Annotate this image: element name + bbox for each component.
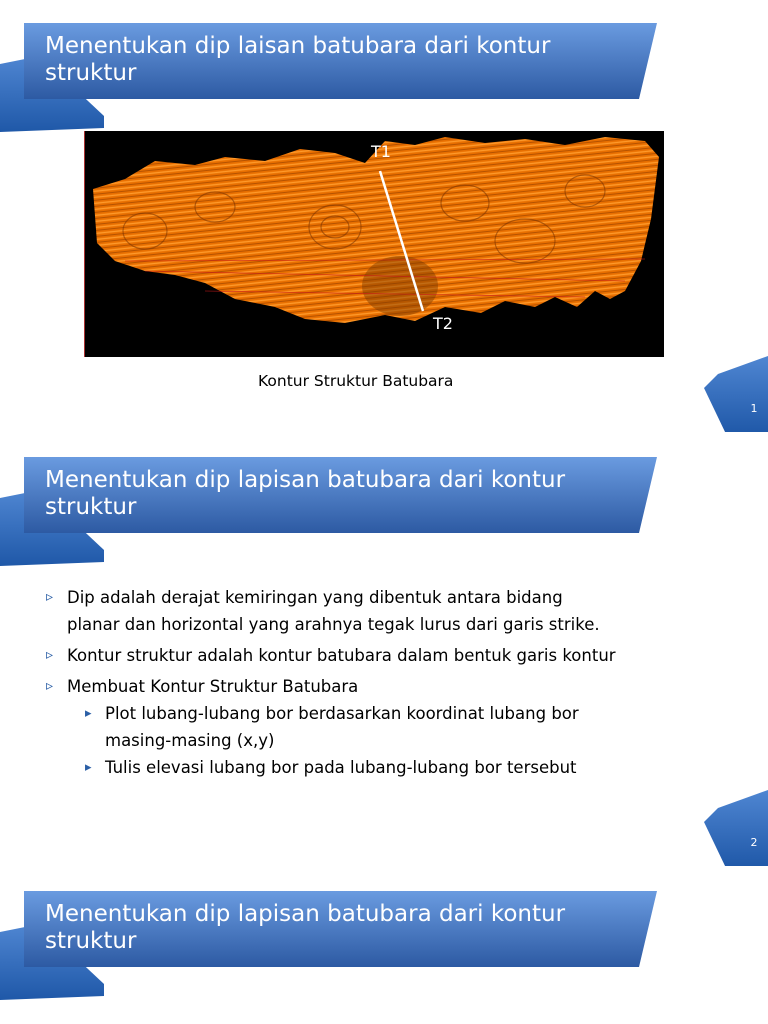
sub-bullet-item: ▸ Tulis elevasi lubang bor pada lubang-lubang bor tersebut — [67, 754, 616, 781]
bullet-list — [46, 584, 616, 785]
slide-1 — [0, 0, 768, 432]
page-number: 2 — [750, 836, 758, 849]
sub-bullet-list — [67, 700, 616, 781]
slide-title: Menentukan dip lapisan batubara dari kontur struktur — [45, 901, 566, 954]
slide-title: Menentukan dip lapisan batubara dari kontur struktur — [45, 467, 566, 520]
label-t2: T2 — [433, 314, 453, 333]
slide-3 — [0, 868, 768, 1024]
structure-contour-map — [84, 131, 664, 357]
bullet-item: ▹ Kontur struktur adalah kontur batubara dalam bentuk garis kontur — [46, 642, 616, 669]
page-number-tab — [704, 356, 768, 432]
bullet-text: Membuat Kontur Struktur Batubara — [67, 677, 359, 696]
page-number-tab — [704, 790, 768, 866]
sub-bullet-item: ▸ Plot lubang-lubang bor berdasarkan koordinat lubang bor masing-masing (x,y) — [67, 700, 616, 754]
page-number: 1 — [750, 402, 758, 415]
label-t1: T1 — [371, 142, 391, 161]
bullet-item-with-subs — [46, 673, 616, 781]
slide-title: Menentukan dip laisan batubara dari kontur struktur — [45, 33, 551, 86]
image-caption: Kontur Struktur Batubara — [258, 372, 454, 390]
bullet-item: ▹ Dip adalah derajat kemiringan yang dibentuk antara bidang planar dan horizontal yang arahnya tegak lurus dari garis strike. — [46, 584, 616, 638]
slide-2 — [0, 434, 768, 866]
